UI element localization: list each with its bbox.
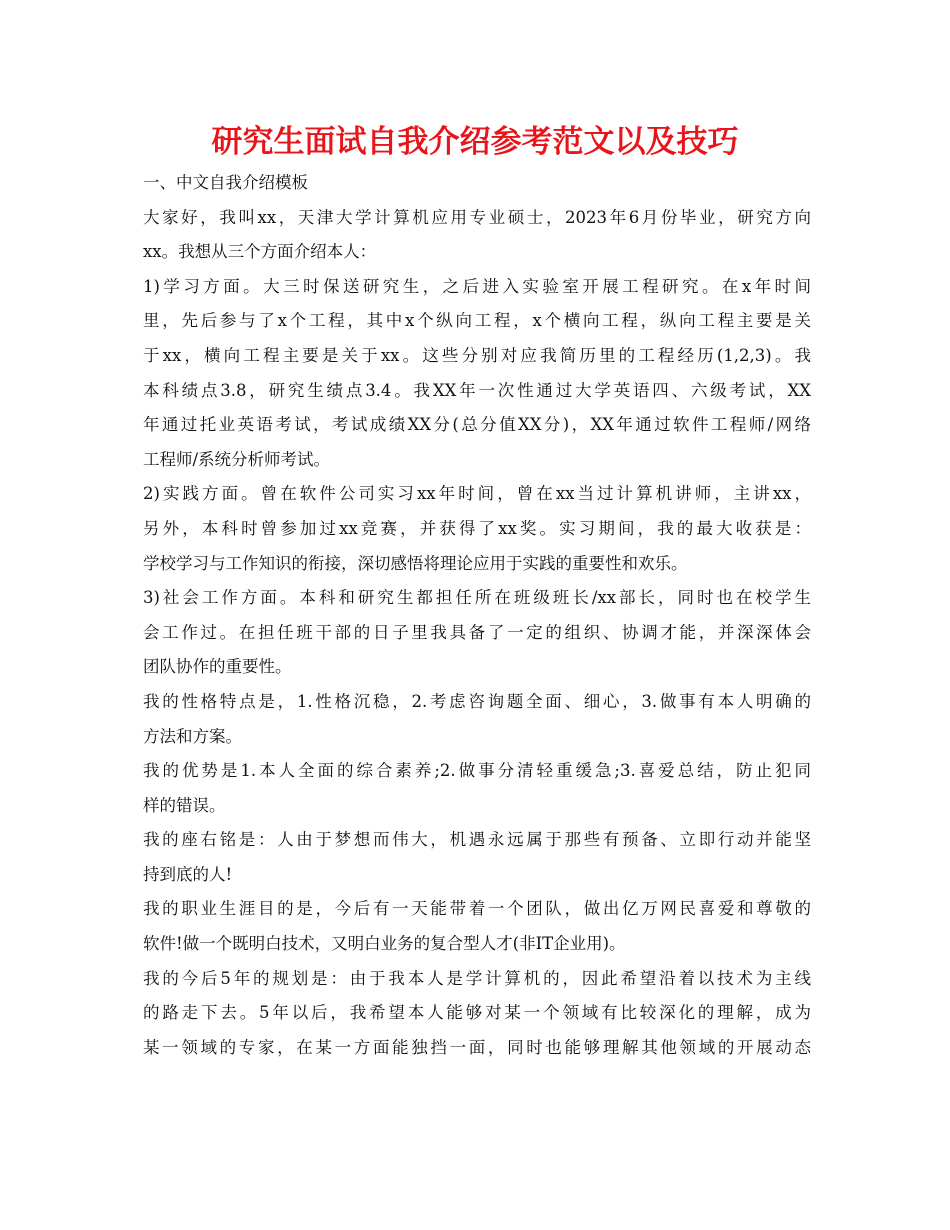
text-line: 方法和方案。 xyxy=(143,726,242,746)
text-line: 里，先后参与了x个工程，其中x个纵向工程，x个横向工程，纵向工程主要是关 xyxy=(143,311,811,331)
text-line: 3)社会工作方面。本科和研究生都担任所在班级班长/xx部长，同时也在校学生 xyxy=(143,588,811,608)
text-line: 1)学习方面。大三时保送研究生，之后进入实验室开展工程研究。在x年时间 xyxy=(143,276,811,296)
text-line: 软件!做一个既明白技术，又明白业务的复合型人才(非IT企业用)。 xyxy=(143,934,626,954)
text-line: 本科绩点3.8，研究生绩点3.4。我XX年一次性通过大学英语四、六级考试，XX xyxy=(143,380,811,400)
text-line: 工程师/系统分析师考试。 xyxy=(143,449,331,469)
text-line: 我的优势是1.本人全面的综合素养;2.做事分清轻重缓急;3.喜爱总结，防止犯同 xyxy=(143,761,811,781)
text-line: 会工作过。在担任班干部的日子里我具备了一定的组织、协调才能，并深深体会 xyxy=(143,622,811,642)
text-line: 的路走下去。5年以后，我希望本人能够对某一个领域有比较深化的理解，成为 xyxy=(143,1003,811,1023)
text-line: 大家好，我叫xx，天津大学计算机应用专业硕士，2023年6月份毕业，研究方向 xyxy=(143,207,811,227)
text-line: 样的错误。 xyxy=(143,795,226,815)
text-line: 一、中文自我介绍模板 xyxy=(143,173,308,192)
text-line: 2)实践方面。曾在软件公司实习xx年时间，曾在xx当过计算机讲师，主讲xx， xyxy=(143,484,811,504)
text-line: xx。我想从三个方面介绍本人： xyxy=(143,242,377,262)
text-line: 另外，本科时曾参加过xx竞赛，并获得了xx奖。实习期间，我的最大收获是： xyxy=(143,518,811,538)
text-line: 我的职业生涯目的是，今后有一天能带着一个团队，做出亿万网民喜爱和尊敬的 xyxy=(143,899,811,919)
text-line: 我的今后5年的规划是：由于我本人是学计算机的，因此希望沿着以技术为主线 xyxy=(143,968,811,988)
text-line: 我的性格特点是，1.性格沉稳，2.考虑咨询题全面、细心，3.做事有本人明确的 xyxy=(143,691,811,711)
text-line: 年通过托业英语考试，考试成绩XX分(总分值XX分)，XX年通过软件工程师/网络 xyxy=(143,415,811,435)
text-line: 团队协作的重要性。 xyxy=(143,657,292,677)
text-line: 学校学习与工作知识的衔接，深切感悟将理论应用于实践的重要性和欢乐。 xyxy=(143,553,688,573)
text-line: 于xx，横向工程主要是关于xx。这些分别对应我简历里的工程经历(1,2,3)。我 xyxy=(143,345,811,365)
text-line: 某一领域的专家，在某一方面能独挡一面，同时也能够理解其他领域的开展动态 xyxy=(143,1037,811,1057)
document-title: 研究生面试自我介绍参考范文以及技巧 xyxy=(211,124,739,160)
text-line: 我的座右铭是：人由于梦想而伟大，机遇永远属于那些有预备、立即行动并能坚 xyxy=(143,830,811,850)
text-line: 持到底的人! xyxy=(143,864,233,884)
document-body xyxy=(143,166,811,1065)
